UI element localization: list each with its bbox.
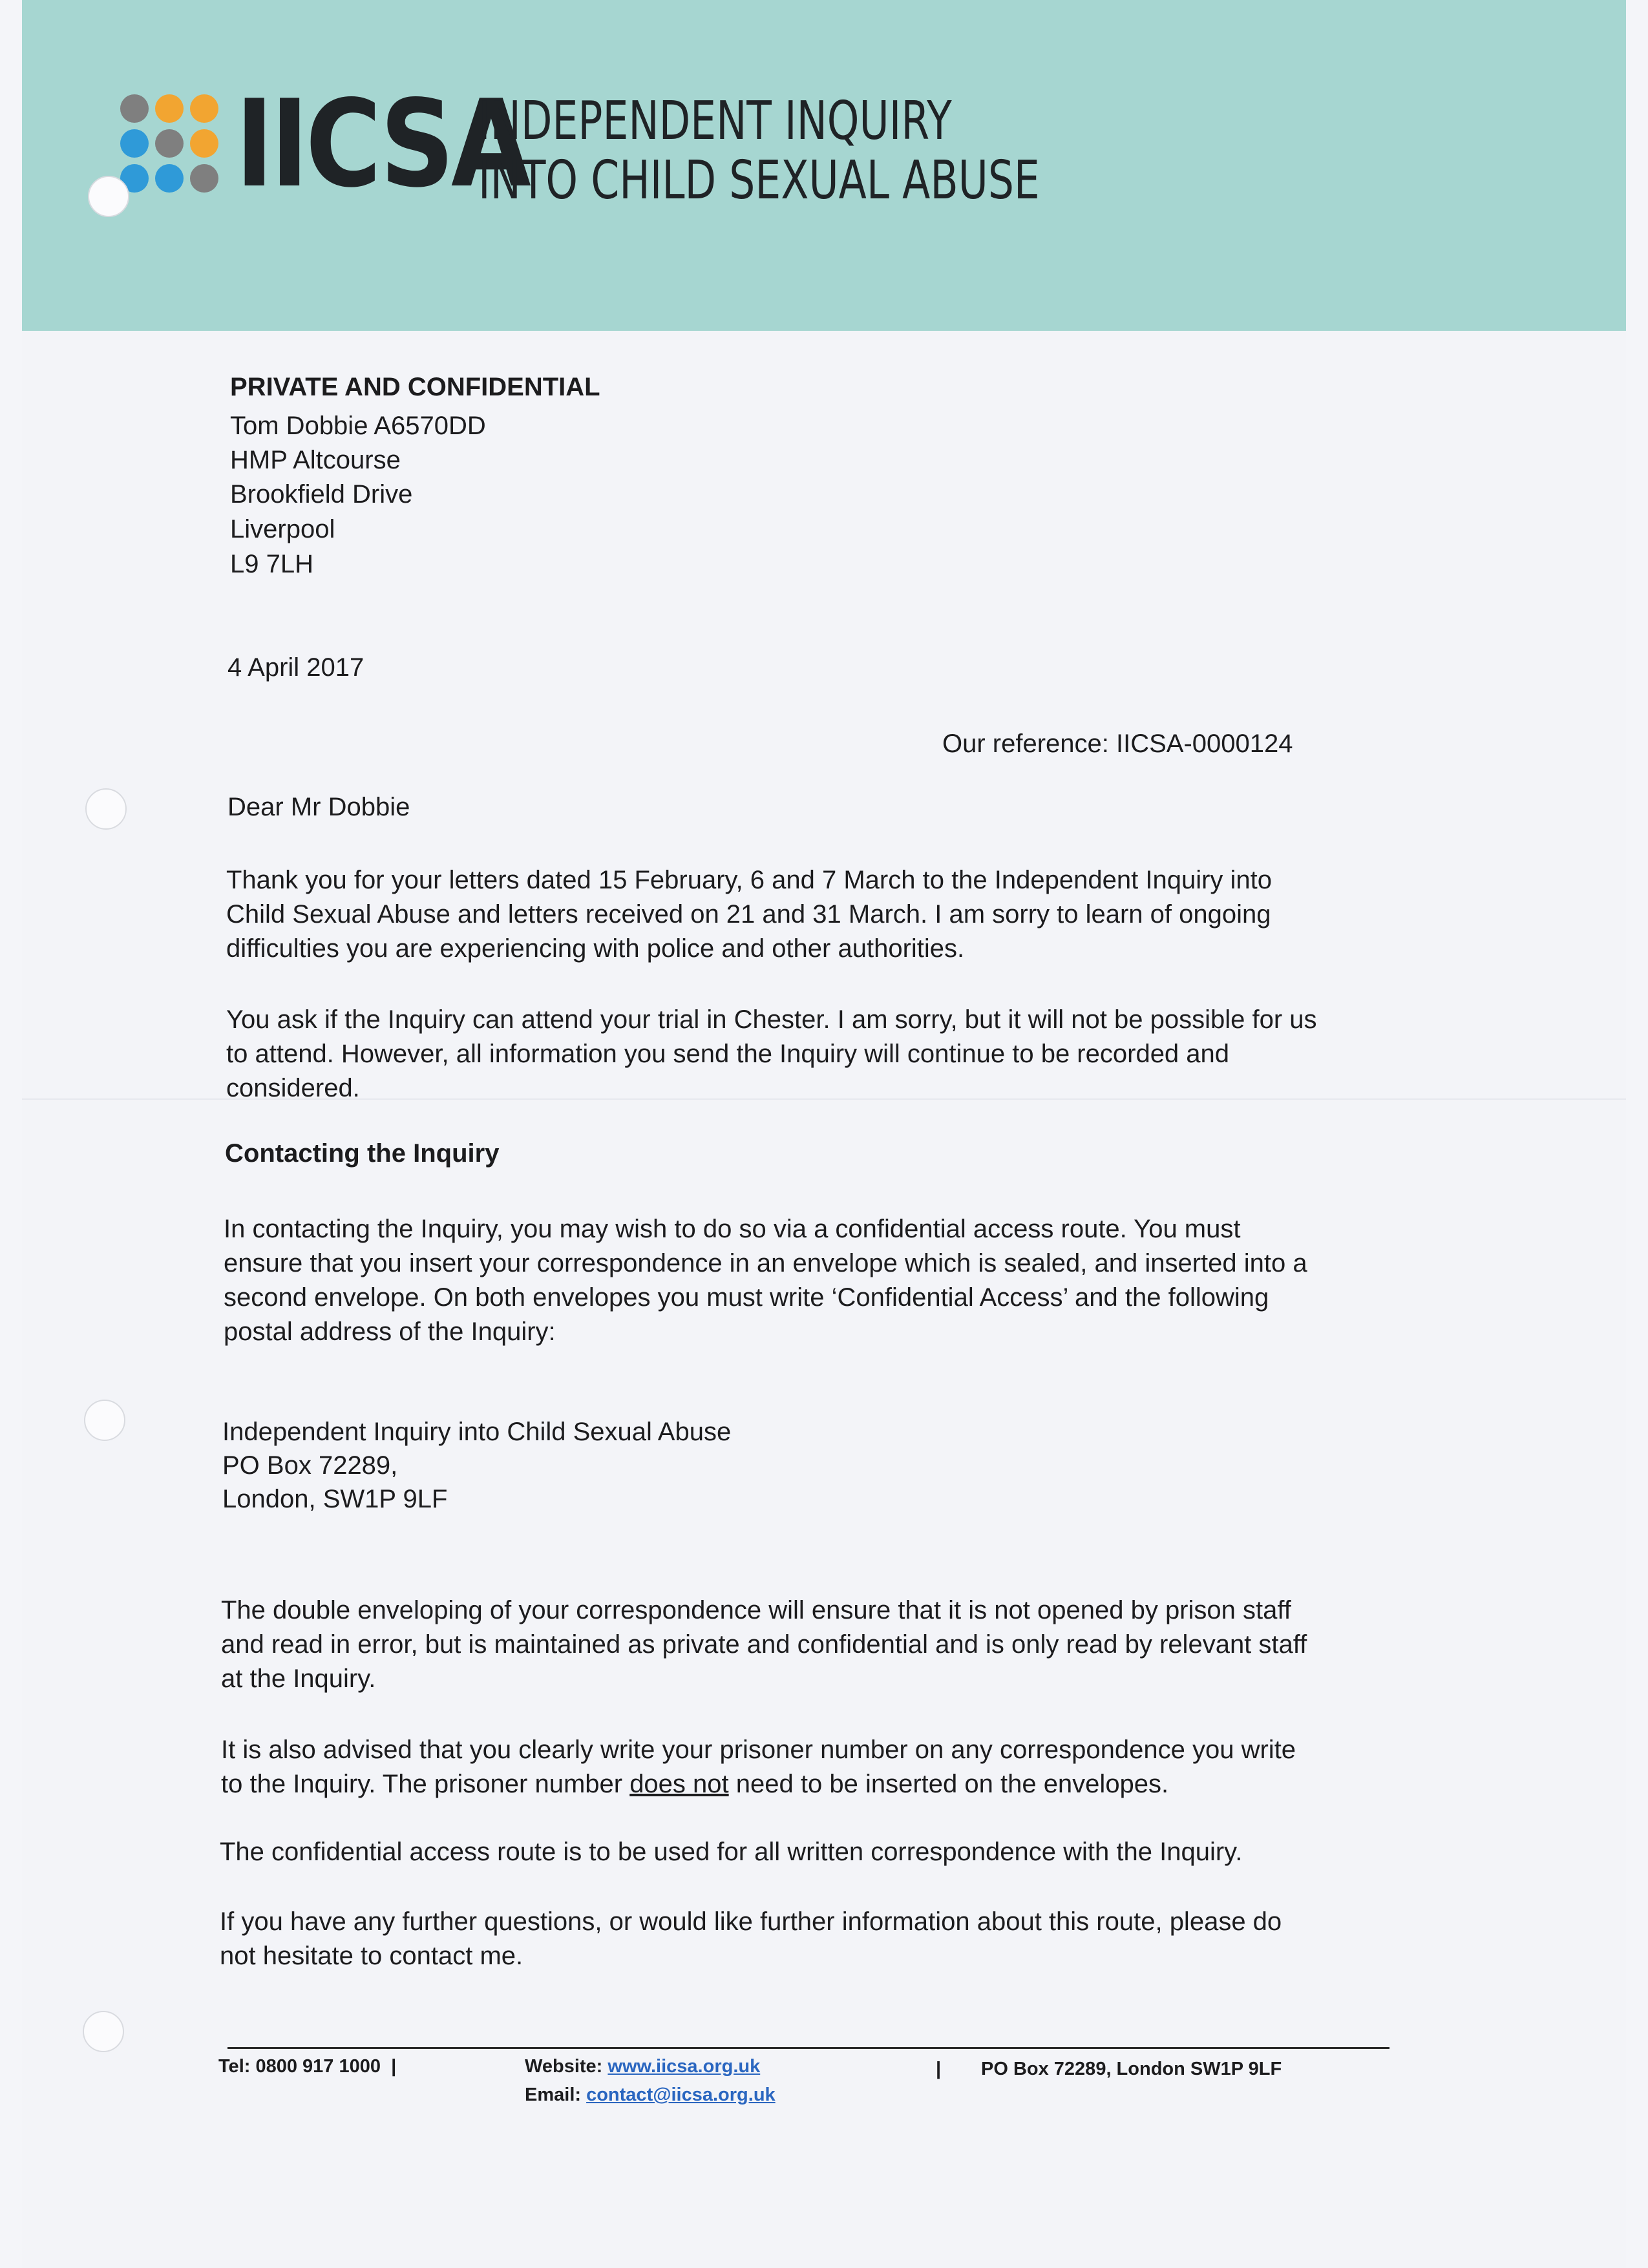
text-line: The double enveloping of your correspondence will ensure that it is not opened by prison staff [221, 1596, 1291, 1624]
text-line: In contacting the Inquiry, you may wish to do so via a confidential access route. You must [224, 1215, 1241, 1243]
salutation: Dear Mr Dobbie [227, 793, 410, 821]
logo-dot [190, 164, 218, 193]
recipient-postcode: L9 7LH [230, 550, 313, 578]
punch-hole [84, 1400, 125, 1441]
paragraph-double-enveloping [221, 1593, 1417, 1696]
paragraph-closing [220, 1905, 1415, 1973]
address-line: PO Box 72289, [222, 1451, 398, 1480]
logo-dot [155, 94, 184, 123]
footer-postal-address: PO Box 72289, London SW1P 9LF [981, 2059, 1282, 2079]
logo-dot [120, 129, 149, 158]
logo-tagline [478, 92, 1040, 211]
text-line: If you have any further questions, or would like further information about this route, please do [220, 1907, 1282, 1936]
text-line: difficulties you are experiencing with police and other authorities. [226, 934, 965, 963]
tagline-line-2: INTO CHILD SEXUAL ABUSE [478, 150, 1040, 211]
footer-separator: | [391, 2056, 397, 2077]
reference-number: Our reference: IICSA-0000124 [942, 730, 1293, 758]
footer-email [525, 2081, 776, 2109]
text-line: ensure that you insert your correspondence in an envelope which is sealed, and inserted into a [224, 1249, 1307, 1277]
footer-telephone [218, 2052, 396, 2081]
letter-date: 4 April 2017 [227, 653, 364, 682]
logo-dot [155, 129, 184, 158]
text-line: It is also advised that you clearly write your prisoner number on any correspondence you write [221, 1736, 1296, 1764]
logo-wordmark: IICSA [235, 74, 528, 214]
section-heading: Contacting the Inquiry [225, 1139, 500, 1168]
paragraph-trial [226, 1003, 1422, 1106]
recipient-address-line: HMP Altcourse [230, 446, 401, 474]
private-confidential-marking: PRIVATE AND CONFIDENTIAL [230, 373, 600, 401]
paragraph-route-usage [220, 1835, 1415, 1869]
inquiry-postal-address [222, 1415, 1418, 1516]
logo-dot [190, 94, 218, 123]
text-line: and read in error, but is maintained as private and confidential and is only read by relevant staff [221, 1630, 1307, 1659]
logo-dot [155, 164, 184, 193]
address-line: Independent Inquiry into Child Sexual Abuse [222, 1418, 732, 1446]
punch-hole [85, 788, 127, 830]
text-line: postal address of the Inquiry: [224, 1318, 556, 1346]
text-line: You ask if the Inquiry can attend your trial in Chester. I am sorry, but it will not be possible for us [226, 1005, 1317, 1034]
text-line: Child Sexual Abuse and letters received on 21 and 31 March. I am sorry to learn of ongoing [226, 900, 1271, 929]
website-link[interactable]: www.iicsa.org.uk [607, 2056, 761, 2077]
address-line: London, SW1P 9LF [222, 1485, 448, 1513]
paragraph-confidential-route [224, 1212, 1419, 1349]
paragraph-prisoner-number [221, 1733, 1417, 1801]
text-span: to the Inquiry. The prisoner number [221, 1770, 630, 1798]
text-line: not hesitate to contact me. [220, 1942, 523, 1970]
punch-hole [83, 2011, 124, 2052]
text-line: second envelope. On both envelopes you must write ‘Confidential Access’ and the following [224, 1283, 1269, 1312]
logo-dot [120, 94, 149, 123]
text-line: considered. [226, 1074, 360, 1102]
paragraph-thanks [226, 863, 1422, 966]
email-label: Email: [525, 2084, 582, 2105]
text-span: need to be inserted on the envelopes. [728, 1770, 1169, 1798]
text-line [221, 1767, 1417, 1801]
recipient-address-line: Brookfield Drive [230, 480, 413, 509]
recipient-name: Tom Dobbie A6570DD [230, 412, 486, 440]
telephone-number: Tel: 0800 917 1000 [218, 2056, 381, 2077]
website-label: Website: [525, 2056, 603, 2077]
email-link[interactable]: contact@iicsa.org.uk [586, 2084, 776, 2105]
underlined-emphasis: does not [629, 1770, 729, 1798]
punch-hole [88, 176, 129, 217]
text-line: to attend. However, all information you send the Inquiry will continue to be recorded and [226, 1040, 1230, 1068]
footer-separator: | [936, 2059, 942, 2079]
tagline-line-1: INDEPENDENT INQUIRY [478, 90, 952, 152]
text-line: at the Inquiry. [221, 1664, 376, 1693]
recipient-address-line: Liverpool [230, 515, 335, 543]
text-line: Thank you for your letters dated 15 February, 6 and 7 March to the Independent Inquiry into [226, 866, 1273, 894]
logo-dot [190, 129, 218, 158]
footer-website [525, 2052, 760, 2081]
text-line: The confidential access route is to be used for all written correspondence with the Inquiry. [220, 1838, 1243, 1866]
footer-rule [227, 2047, 1389, 2049]
